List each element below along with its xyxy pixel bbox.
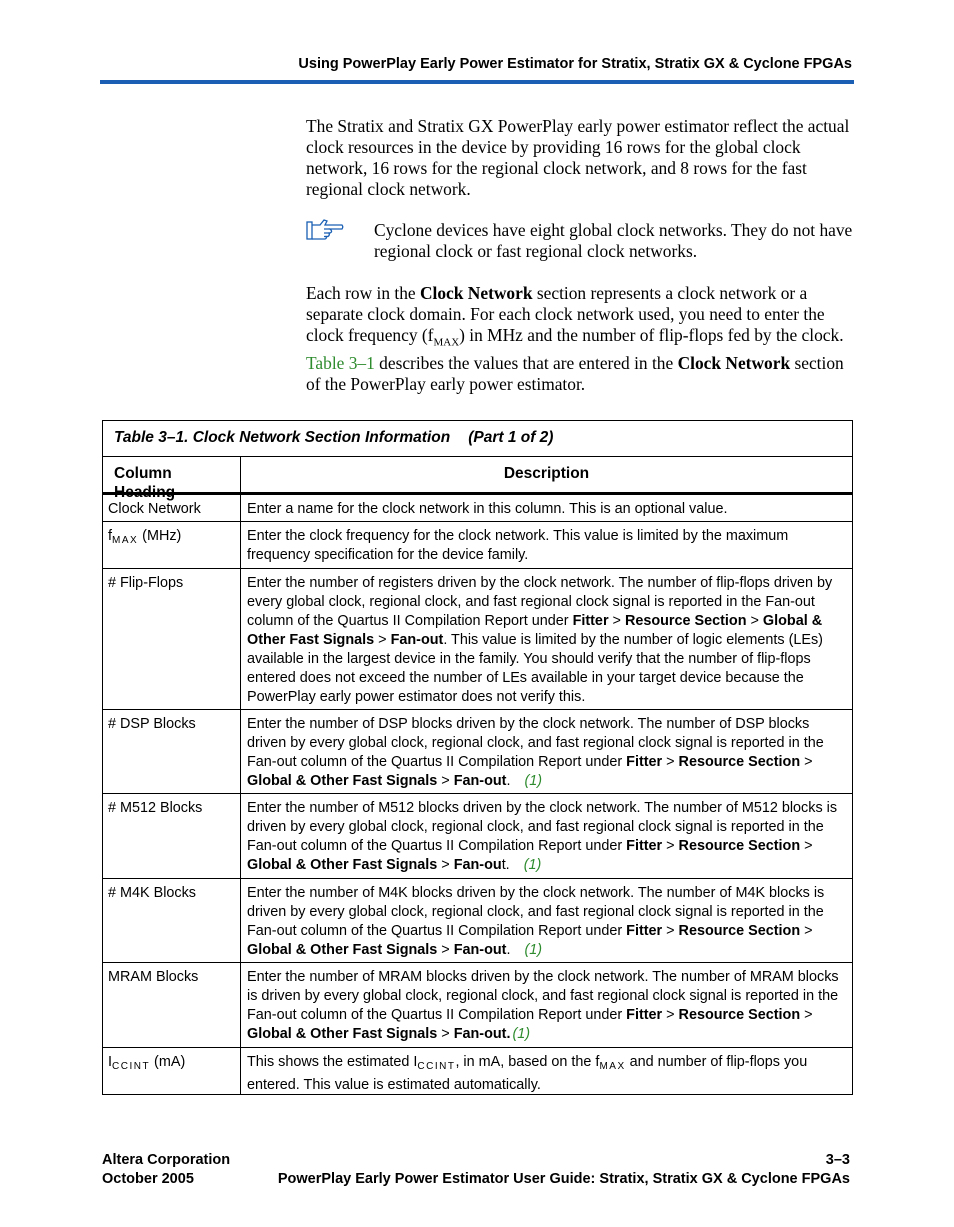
table-3-1-link[interactable]: Table 3–1 [306, 353, 375, 374]
footer-date: October 2005 [102, 1171, 194, 1187]
description-header: Description [503, 465, 590, 482]
clock-network-paragraph: Each row in the Clock Network section represents a clock network or a separate clock domain. For each clock network used, you need to enter the clock frequency $(f_{MAX})$ in MHz and the number of flip-flops fed by the clock. Table 3–1 describes the values that are entered in the Clock Network section of the PowerPlay early power estimator. [306, 283, 844, 395]
footer-company: Altera Corporation [102, 1152, 231, 1168]
table-row-mram-blocks: MRAM Blocks Enter the number of MRAM blocks driven by the clock network. The number of MRAM blocks is driven by every global clock, regional clock, and fast regional clock signal is reported in the Fan-out column of the Quartus II Compilation Report under Fitter > Resource Section > Global & Other Fast Signals > Fan-out. (1) [103, 963, 852, 1048]
table-header-row [103, 457, 852, 501]
footnote-ref: (1) [512, 1026, 531, 1042]
table-row-clock-network: Clock Network Enter a name for the clock network in this column. This is an optional value. [103, 495, 852, 522]
footer-right [278, 1151, 850, 1189]
table-caption: Table 3–1. Clock Network Section Information (Part 1 of 2) [103, 421, 852, 457]
footnote-ref: (1) [524, 773, 543, 789]
column-heading-header: Column Heading [103, 457, 241, 492]
header-rule [100, 80, 854, 84]
table-row-dsp-blocks: # DSP Blocks Enter the number of DSP blocks driven by the clock network. The number of DSP blocks driven by every global clock, regional clock, and fast regional clock signal is reported in the Fan-out column of the Quartus II Compilation Report under Fitter > Resource Section > Global & Other Fast Signals > Fan-out. (1) [103, 710, 852, 794]
table-row-iccint: $I_{CCINT}$ (mA) This shows the estimated $I_{CCINT}$, in mA, based on the $f_{MAX}$ and number of flip-flops you entered. This value is estimated automatically. [103, 1048, 852, 1094]
table-row-m4k-blocks: # M4K Blocks Enter the number of M4K blocks driven by the clock network. The number of M4K blocks is driven by every global clock, regional clock, and fast regional clock signal is reported in the Fan-out column of the Quartus II Compilation Report under Fitter > Resource Section > Global & Other Fast Signals > Fan-out. (1) [103, 879, 852, 963]
table-row-fmax: $f_{MAX}$ (MHz) Enter the clock frequency for the clock network. This value is limited by the maximum frequency specification for the device family. [103, 522, 852, 569]
pointing-hand-icon [306, 218, 344, 242]
footer-left [102, 1151, 230, 1189]
footnote-ref: (1) [524, 942, 543, 958]
intro-paragraph: The Stratix and Stratix GX PowerPlay early power estimator reflect the actual clock resources in the device by providing 16 rows for the global clock network, 16 rows for the regional clock network, and 8 rows for the fast regional clock network. [306, 116, 850, 199]
page-number: 3–3 [825, 1152, 850, 1168]
running-header: Using PowerPlay Early Power Estimator for Stratix, Stratix GX & Cyclone FPGAs [298, 56, 852, 72]
table-row-flip-flops: # Flip-Flops Enter the number of registers driven by the clock network. The number of flip-flops driven by every global clock, regional clock, and fast regional clock signal is reported in the Fan-out column of the Quartus II Compilation Report under Fitter > Resource Section > Global & Other Fast Signals > Fan-out. This value is limited by the number of logic elements (LEs) available in the largest device in the family. You should verify that the number of flip-flops entered does not exceed the number of LEs available in your target device because the PowerPlay early power estimator does not verify this. [103, 569, 852, 710]
note-text: Cyclone devices have eight global clock networks. They do not have regional clock or fast regional clock networks. [374, 220, 853, 261]
footnote-ref: (1) [523, 857, 542, 873]
clock-network-table [102, 420, 853, 1095]
table-row-m512-blocks: # M512 Blocks Enter the number of M512 blocks driven by the clock network. The number of M512 blocks is driven by every global clock, regional clock, and fast regional clock signal is reported in the Fan-out column of the Quartus II Compilation Report under Fitter > Resource Section > Global & Other Fast Signals > Fan-out. (1) [103, 794, 852, 879]
footer-guide-title: PowerPlay Early Power Estimator User Guide: Stratix, Stratix GX & Cyclone FPGAs [277, 1171, 850, 1187]
